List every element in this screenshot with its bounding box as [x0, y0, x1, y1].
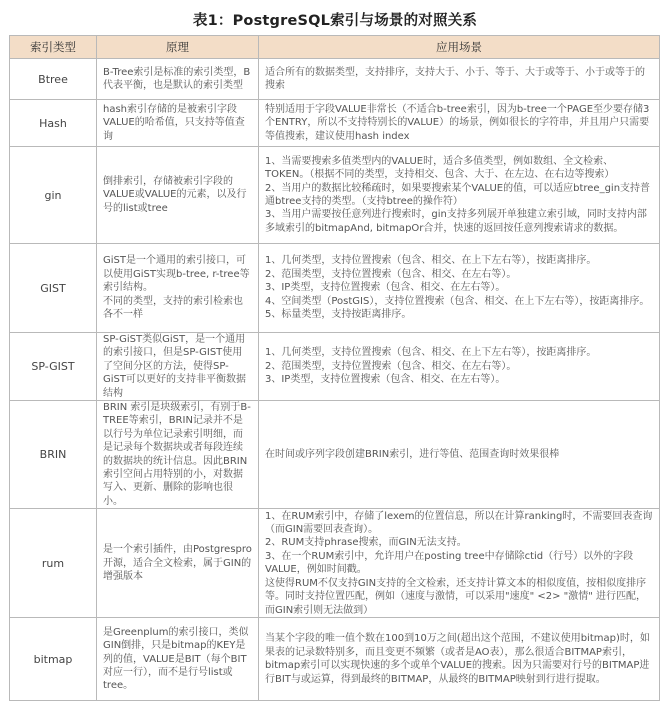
index-type-cell: gin — [10, 147, 97, 244]
table-row-hash — [10, 100, 660, 147]
scene-cell: 当某个字段的唯一值个数在100到10万之间(超出这个范围，不建议使用bitmap)时，如果表的记录数特别多，而且变更不频繁（或者是AO表），那么很适合BITMAP索引，bitmap索引可以实现快速的多个或单个VALUE的搜索。因为只需要对行号的BITMAP进行BIT与或运算，得到最终的BITMAP，从最终的BITMAP映射到行进行提取。 — [259, 618, 660, 701]
scene-cell: 1、在RUM索引中，存储了lexem的位置信息，所以在计算ranking时，不需要回表查询（而GIN需要回表查询）。 2、RUM支持phrase搜索，而GIN无法支持。 3、在一个RUM索引中，允许用户在posting tree中存储除ctid（行号）以外的字段VALUE，例如时间戳。 这使得RUM不仅支持GIN支持的全文检索，还支持计算文本的相似度值，按相似度排序等。同时支持位置匹配，例如（速度与激情，可以采用"速度" <2> "激情" 进行匹配，而GIN索引则无法做到） — [259, 509, 660, 618]
header-index-type: 索引类型 — [10, 36, 97, 59]
index-type-cell: Btree — [10, 59, 97, 100]
index-type-cell: bitmap — [10, 618, 97, 701]
principle-cell: 是Greenplum的索引接口，类似GIN倒排，只是bitmap的KEY是列的值，VALUE是BIT（每个BIT对应一行），而不是行号list或tree。 — [97, 618, 259, 701]
table-row-bitmap — [10, 618, 660, 701]
table-row-brin — [10, 401, 660, 509]
scene-cell: 1、当需要搜索多值类型内的VALUE时，适合多值类型，例如数组、全文检索、TOKEN。（根据不同的类型，支持相交、包含、大于、在左边、在右边等搜索） 2、当用户的数据比较稀疏时，如果要搜索某个VALUE的值，可以适应btree_gin支持普通btree支持的类型。（支持btree的操作符） 3、当用户需要按任意列进行搜索时，gin支持多列展开单独建立索引域，同时支持内部多域索引的bitmapAnd, bitmapOr合并，快速的返回按任意列搜索请求的数据。 — [259, 147, 660, 244]
index-type-cell: rum — [10, 509, 97, 618]
scene-cell: 在时间或序列字段创建BRIN索引，进行等值、范围查询时效果很棒 — [259, 401, 660, 509]
scene-cell: 1、几何类型，支持位置搜索（包含、相交、在上下左右等），按距离排序。 2、范围类型，支持位置搜索（包含、相交、在左右等）。 3、IP类型，支持位置搜索（包含、相交、在左右等）。 — [259, 333, 660, 401]
principle-cell: B-Tree索引是标准的索引类型，B代表平衡，也是默认的索引类型 — [97, 59, 259, 100]
header-principle: 原理 — [97, 36, 259, 59]
table-row-rum — [10, 509, 660, 618]
principle-cell: GiST是一个通用的索引接口，可以使用GiST实现b-tree, r-tree等索引结构。 不同的类型，支持的索引检索也各不一样 — [97, 244, 259, 333]
index-comparison-table — [9, 35, 660, 701]
scene-cell: 特别适用于字段VALUE非常长（不适合b-tree索引，因为b-tree一个PAGE至少要存储3个ENTRY，所以不支持特别长的VALUE）的场景，例如很长的字符串，并且用户只需要等值搜索，建议使用hash index — [259, 100, 660, 147]
principle-cell: SP-GiST类似GiST，是一个通用的索引接口，但是SP-GIST使用了空间分区的方法，使得SP-GiST可以更好的支持非平衡数据结构 — [97, 333, 259, 401]
principle-cell: hash索引存储的是被索引字段VALUE的哈希值，只支持等值查询 — [97, 100, 259, 147]
header-scene: 应用场景 — [259, 36, 660, 59]
table-caption: 表1：PostgreSQL索引与场景的对照关系 — [192, 13, 478, 29]
table-header-row — [10, 36, 660, 59]
scene-cell: 1、几何类型，支持位置搜索（包含、相交、在上下左右等），按距离排序。 2、范围类型，支持位置搜索（包含、相交、在左右等）。 3、IP类型，支持位置搜索（包含、相交、在左右等）。 4、空间类型（PostGIS），支持位置搜索（包含、相交、在上下左右等），按距离排序。 5、标量类型，支持按距离排序。 — [259, 244, 660, 333]
principle-cell: 是一个索引插件，由Postgrespro开源，适合全文检索，属于GIN的增强版本 — [97, 509, 259, 618]
principle-cell: BRIN 索引是块级索引，有别于B-TREE等索引，BRIN记录并不是以行号为单位记录索引明细，而是记录每个数据块或者每段连续的数据块的统计信息。因此BRIN索引空间占用特别的小，对数据写入、更新、删除的影响也很小。 — [97, 401, 259, 509]
table-row-btree — [10, 59, 660, 100]
scene-cell: 适合所有的数据类型，支持排序，支持大于、小于、等于、大于或等于、小于或等于的搜索 — [259, 59, 660, 100]
index-type-cell: BRIN — [10, 401, 97, 509]
index-type-cell: SP-GIST — [10, 333, 97, 401]
index-type-cell: Hash — [10, 100, 97, 147]
table-row-gin — [10, 147, 660, 244]
table-row-gist — [10, 244, 660, 333]
index-type-cell: GIST — [10, 244, 97, 333]
table-row-sp-gist — [10, 333, 660, 401]
principle-cell: 倒排索引，存储被索引字段的VALUE或VALUE的元素，以及行号的list或tree — [97, 147, 259, 244]
